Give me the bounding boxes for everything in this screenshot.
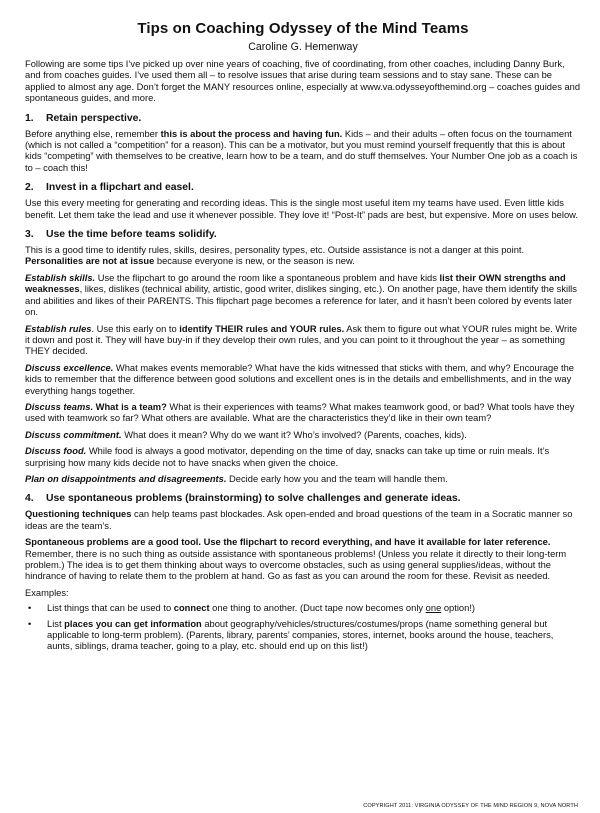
section-title: Use spontaneous problems (brainstorming) to solve challenges and generate ideas. (46, 493, 461, 505)
section-number: 3. (25, 229, 34, 241)
page-title: Tips on Coaching Odyssey of the Mind Teams (137, 20, 469, 37)
section-2-paragraph: Use this every meeting for generating and recording ideas. This is the single most useful item my teams have used. Even little kids benefit. Let them take the lead and use it whenever possible. They love it! “Post-It” pads are best, but expensive. More on uses below. (25, 198, 578, 220)
section-number: 4. (25, 493, 34, 505)
questioning-techniques-paragraph: Questioning techniques can help teams past blockades. Ask open-ended and broad questions of the team in a Socratic manner so ideas are the team’s. (25, 509, 573, 531)
discuss-excellence-paragraph: Discuss excellence. What makes events memorable? What have the kids witnessed that sticks with them, and why? Encourage the kids to remember that the difference between good solutions and excellent ones is in the details and embellishments, and in the way everything hangs together. (25, 362, 574, 396)
list-item: • List places you can get information about geography/vehicles/structures/costumes/props (name something general but applicable to long-term problem). (Parents, library, parents’ companies, stores, internet, books around the house, teachers, aunts, siblings, drama teacher, going to a play, etc. should end up on this list!) (25, 619, 581, 653)
bullet-icon: • (28, 618, 32, 629)
section-3-paragraph: This is a good time to identify rules, skills, desires, personality types, etc. Outside assistance is not a danger at this point. Personalities are not at issue because everyone is new, or the season is new. (25, 245, 525, 267)
establish-skills-paragraph: Establish skills. Use the flipchart to go around the room like a spontaneous problem and have kids list their OWN strengths and weaknesses, likes, dislikes (technical ability, artistic, good writer, dislikes singing, etc.). On another page, have them identify the skills and abilities and likes of their PARENTS. This flipchart page becomes a reference for later, and it hasn’t been colored by events later on. (25, 272, 577, 318)
bullet-icon: • (28, 603, 32, 614)
section-1-heading (25, 113, 581, 124)
examples-list (25, 603, 581, 653)
section-2-heading (25, 182, 581, 193)
section-title: Invest in a flipchart and easel. (46, 182, 194, 194)
section-title: Retain perspective. (46, 112, 142, 124)
discuss-food-paragraph: Discuss food. While food is always a good motivator, depending on the time of day, snacks can take up time or ruin meals. It’s surprising how many kids decide not to have snacks when given the choice. (25, 446, 550, 468)
spontaneous-problems-paragraph: Spontaneous problems are a good tool. Use the flipchart to record everything, and have it available for later reference. Remember, there is no such thing as outside assistance with spontaneous problems! (Unless you relate it directly to their long-term problem.) The idea is to get them thinking about ways to overcome obstacles, such as using general supplies/ideas, without the hindrance of having to relate them to the problem at hand. Go as fast as you can around the room for these. Revisit as needed. (25, 537, 567, 582)
section-3-heading (25, 229, 581, 240)
document-page (25, 20, 581, 653)
author-name: Caroline G. Hemenway (248, 41, 358, 53)
plan-disappointments-paragraph: Plan on disappointments and disagreements. Decide early how you and the team will handle them. (25, 473, 448, 484)
discuss-teams-paragraph: Discuss teams. What is a team? What is their experiences with teams? What makes teamwork good, or bad? What tools have they used with teamwork so far? What others are available. What are the characteristics they’d like in their own team? (25, 401, 575, 424)
intro-paragraph: Following are some tips I’ve picked up over nine years of coaching, five of coordinating, from other coaches, including Danny Burk, and from coaches guides. I’ve used them all – to resolve issues that arise during team sessions and to stay sane. These can be applied to almost any age. Don’t forget the MANY resources online, especially at www.va.odysseyofthemind.org – coaches guides and spontaneous guides, and more. (25, 59, 581, 104)
discuss-commitment-paragraph: Discuss commitment. What does it mean? Why do we want it? Who’s involved? (Parents, coaches, kids). (25, 429, 467, 440)
establish-rules-paragraph: Establish rules. Use this early on to identify THEIR rules and YOUR rules. Ask them to figure out what YOUR rules might be. Write it down and post it. They will have buy-in if they develop their own rules, and you can point to it throughout the year – as something THEY decided. (25, 323, 578, 357)
section-number: 2. (25, 182, 34, 194)
list-item: • List things that can be used to connect one thing to another. (Duct tape now becomes only one option!) (25, 603, 581, 614)
section-title: Use the time before teams solidify. (46, 229, 217, 241)
copyright-footer: COPYRIGHT 2011: VIRGINIA ODYSSEY OF THE MIND REGION 9, NOVA NORTH (363, 803, 578, 809)
examples-label: Examples: (25, 587, 69, 598)
section-number: 1. (25, 112, 34, 124)
section-4-heading (25, 493, 581, 504)
section-1-paragraph: Before anything else, remember this is about the process and having fun. Kids – and their adults – often focus on the tournament (which is not called a “competition” for a reason). This can be a motivator, but you must remind yourself frequently that this is about kids “competing” with themselves to be creative, learn how to be a team, and do stuff themselves. Your Number One job as a coach is to – coach this! (25, 128, 578, 173)
